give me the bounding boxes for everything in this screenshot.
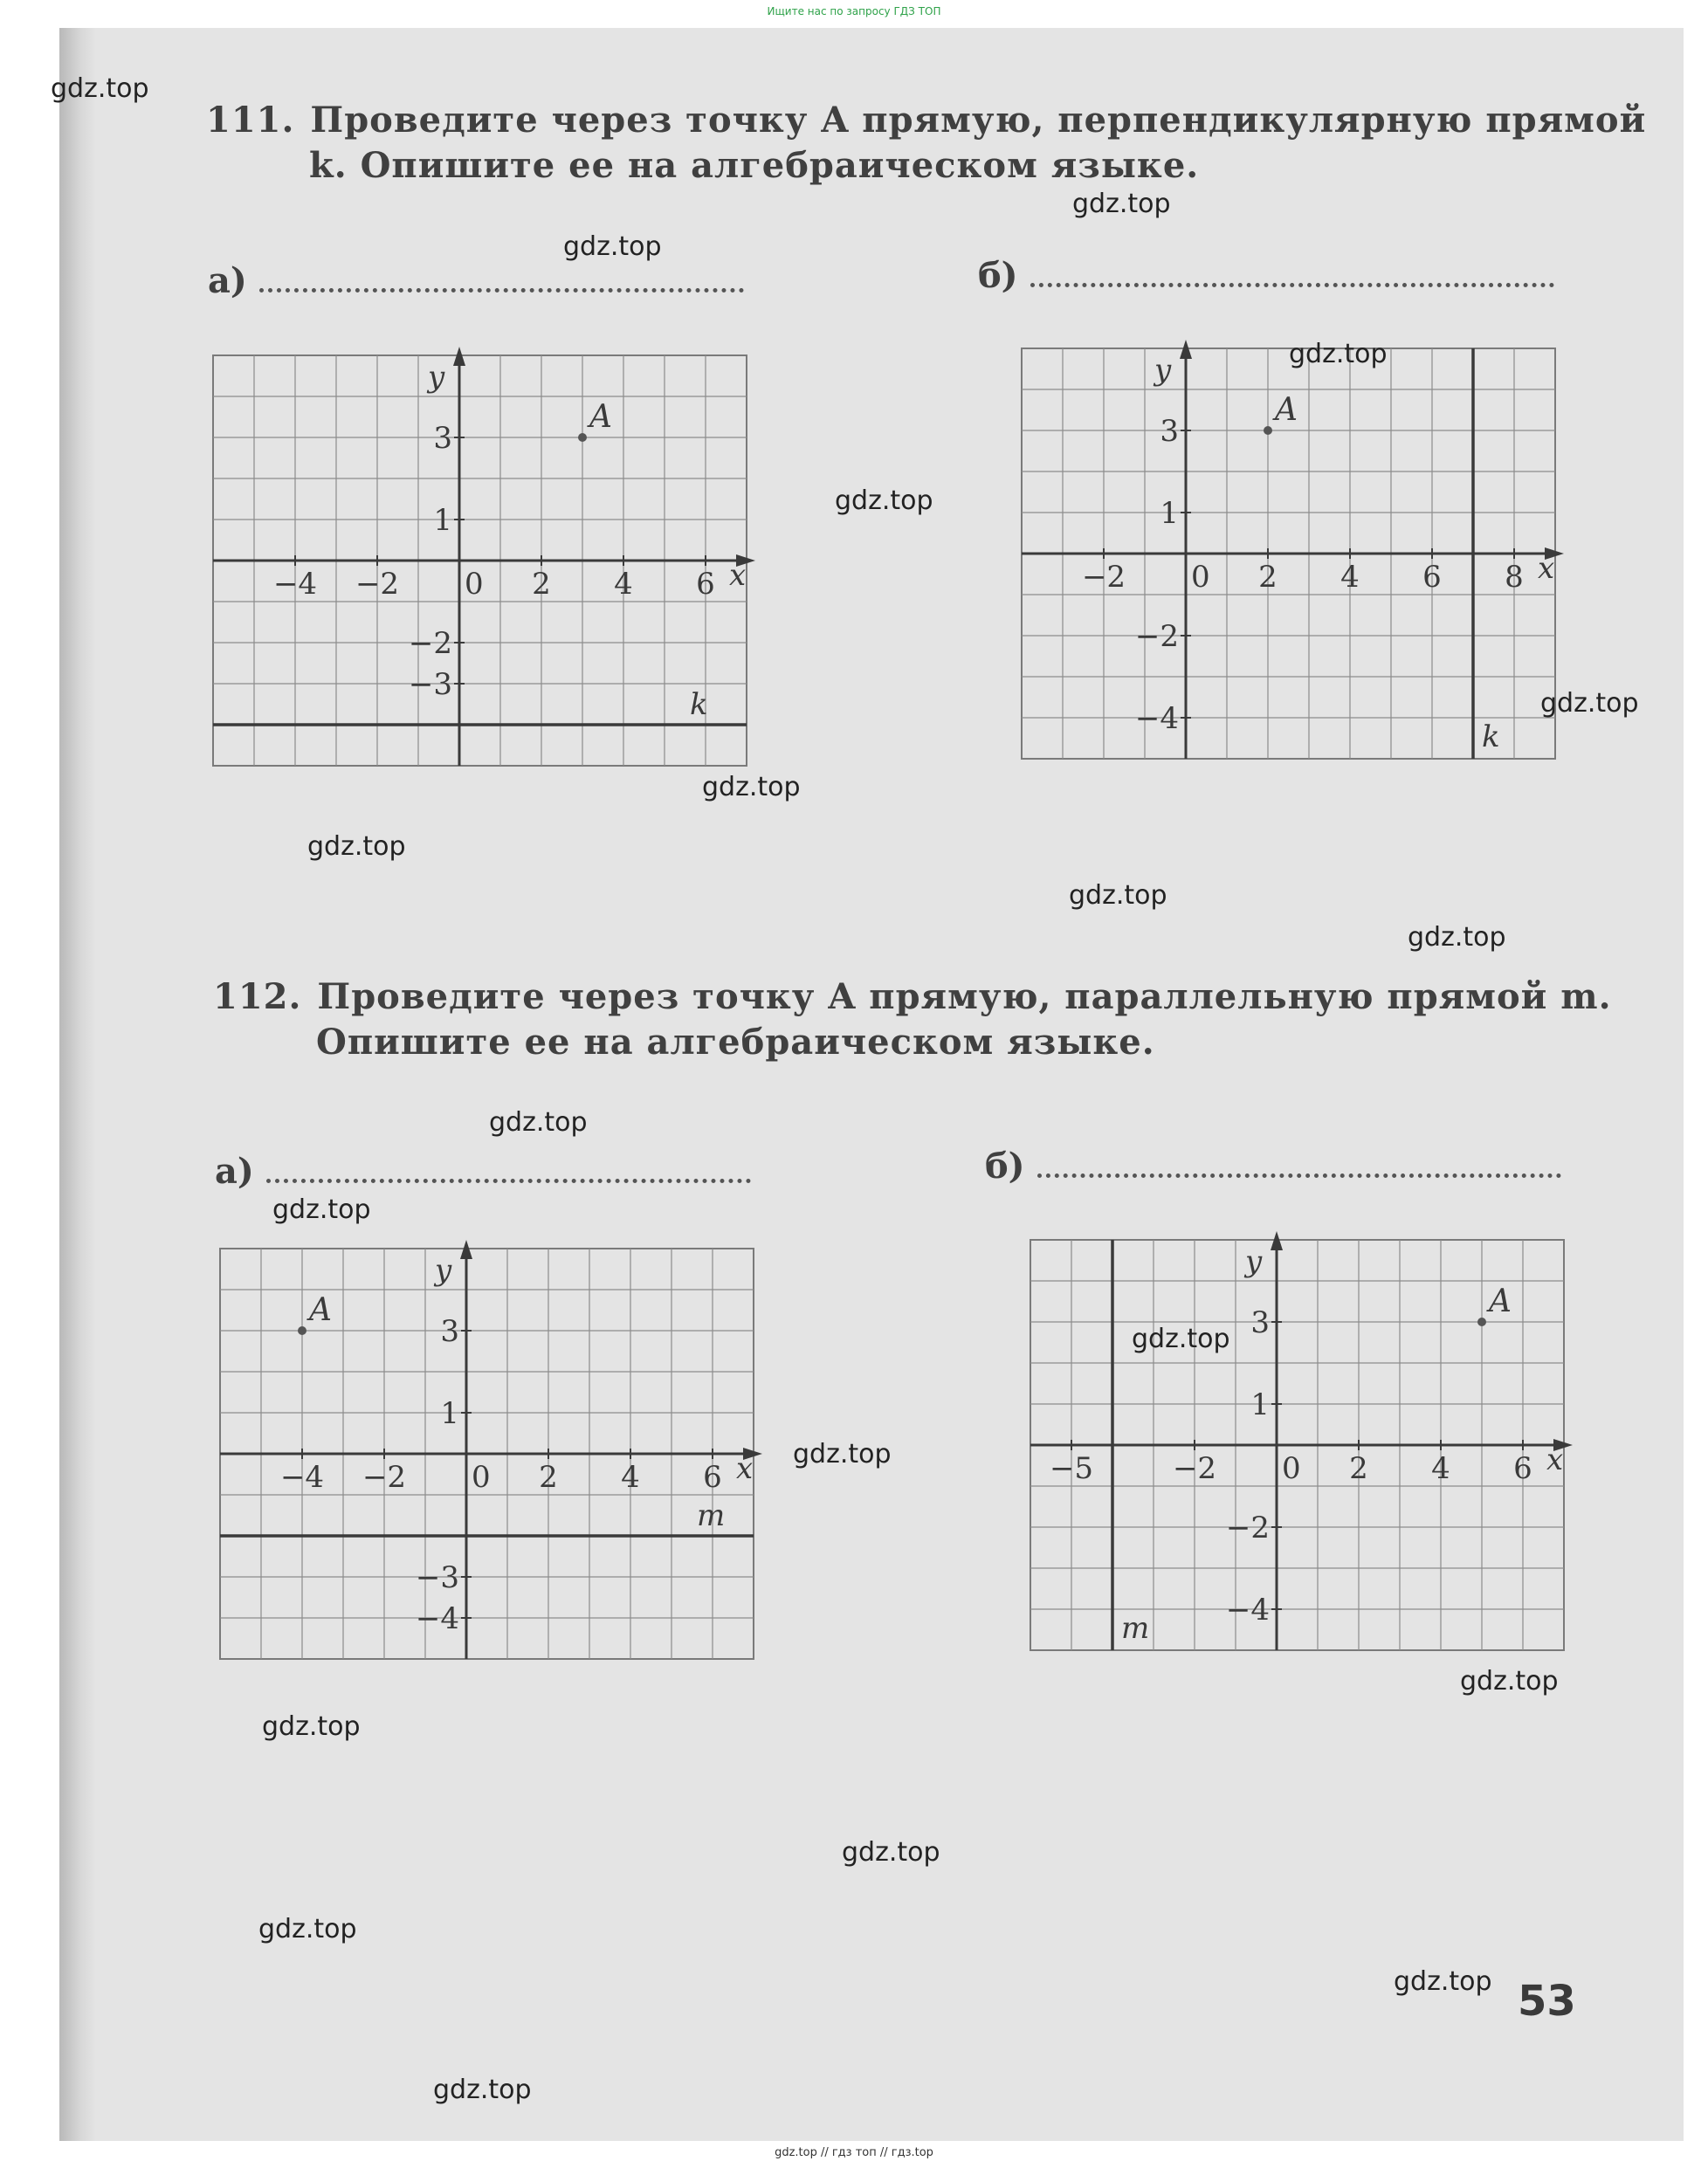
x-tick-label: 4: [621, 1460, 640, 1495]
coordinate-grid-111a: [211, 354, 746, 769]
origin-label: 0: [465, 567, 484, 602]
x-tick-label: 4: [1340, 560, 1360, 595]
x-tick-label: −4: [272, 567, 318, 602]
page-number: 53: [1518, 1977, 1576, 2026]
y-tick-label: −4: [1134, 701, 1179, 736]
watermark: gdz.top: [1132, 1324, 1230, 1354]
reference-line-label: m: [1121, 1611, 1150, 1646]
book-spine: [59, 28, 96, 2141]
y-tick-label: 1: [440, 1396, 459, 1431]
x-tick-label: −4: [279, 1460, 325, 1495]
answer-111b: [978, 255, 1554, 296]
origin-label: 0: [472, 1460, 491, 1495]
answer-112a: [215, 1151, 751, 1192]
point-a-label: A: [1489, 1284, 1512, 1319]
watermark: gdz.top: [1069, 880, 1167, 911]
watermark: gdz.top: [842, 1837, 940, 1868]
watermark: gdz.top: [702, 772, 801, 802]
answer-line[interactable]: [259, 288, 744, 293]
x-tick-label: 2: [1258, 560, 1278, 595]
y-tick-label: 1: [433, 503, 452, 538]
task-112: [213, 974, 1612, 1065]
watermark: gdz.top: [262, 1711, 361, 1742]
y-tick-label: 3: [433, 421, 452, 456]
y-tick-label: −4: [1225, 1593, 1270, 1628]
y-tick-label: −2: [1134, 619, 1179, 654]
watermark: gdz.top: [1408, 922, 1506, 953]
point-a: [1477, 1318, 1486, 1326]
point-a-label: A: [309, 1292, 332, 1328]
x-tick-label: −2: [1172, 1451, 1217, 1486]
task-111: [206, 98, 1646, 189]
point-a: [298, 1326, 306, 1335]
watermark: gdz.top: [489, 1107, 588, 1138]
y-tick-label: −2: [408, 626, 452, 661]
answer-111a: [208, 260, 744, 301]
answer-label: б): [978, 255, 1018, 296]
y-tick-label: 3: [1160, 414, 1179, 449]
y-tick-label: −3: [408, 667, 452, 702]
x-axis-label: x: [729, 558, 747, 593]
scan-background: [77, 28, 1684, 2141]
task-text-line2: Опишите ее на алгебраическом языке.: [316, 1022, 1155, 1063]
task-number: 111.: [206, 100, 295, 141]
reference-line-label: m: [697, 1498, 726, 1533]
y-axis-label: y: [435, 1253, 452, 1288]
reference-line-label: k: [690, 687, 708, 722]
x-tick-label: 6: [696, 567, 715, 602]
x-axis-label: x: [736, 1451, 754, 1486]
point-a-label: A: [589, 399, 612, 435]
watermark: gdz.top: [51, 73, 149, 104]
task-number: 112.: [213, 976, 302, 1017]
origin-label: 0: [1191, 560, 1210, 595]
watermark: gdz.top: [1540, 688, 1639, 719]
y-tick-label: −3: [415, 1560, 459, 1595]
x-axis-label: x: [1546, 1442, 1564, 1477]
y-tick-label: −4: [415, 1601, 459, 1636]
watermark: gdz.top: [1289, 339, 1388, 369]
y-tick-label: 3: [440, 1314, 459, 1349]
origin-label: 0: [1282, 1451, 1301, 1486]
x-tick-label: 2: [539, 1460, 558, 1495]
x-tick-label: 6: [703, 1460, 722, 1495]
watermark: gdz.top: [1072, 189, 1171, 219]
watermark: gdz.top: [793, 1439, 892, 1469]
y-tick-label: −2: [1225, 1511, 1270, 1545]
point-a: [578, 433, 587, 442]
coordinate-grid-112a: [218, 1247, 753, 1662]
task-text-line1: Проведите через точку A прямую, параллельную прямой m.: [317, 976, 1612, 1017]
x-tick-label: 6: [1513, 1451, 1532, 1486]
answer-label: а): [215, 1151, 254, 1192]
task-text-line2: k. Опишите ее на алгебраическом языке.: [309, 145, 1200, 186]
x-tick-label: 8: [1505, 560, 1524, 595]
watermark: gdz.top: [433, 2075, 532, 2105]
y-tick-label: 1: [1250, 1387, 1270, 1422]
answer-line[interactable]: [266, 1179, 751, 1183]
watermark: gdz.top: [835, 485, 933, 516]
bottom-banner[interactable]: gdz.top // гдз топ // гдз.top: [775, 2146, 933, 2159]
watermark: gdz.top: [1460, 1666, 1559, 1697]
coordinate-grid-111b: [1020, 347, 1554, 762]
y-axis-label: y: [1154, 353, 1172, 388]
x-tick-label: −5: [1049, 1451, 1094, 1486]
y-axis-label: y: [428, 360, 445, 395]
watermark: gdz.top: [272, 1194, 371, 1225]
top-banner[interactable]: Ищите нас по запросу ГДЗ ТОП: [767, 5, 941, 17]
y-tick-label: 3: [1250, 1305, 1270, 1340]
watermark: gdz.top: [307, 831, 406, 862]
watermark: gdz.top: [1394, 1966, 1492, 1997]
x-tick-label: 6: [1422, 560, 1442, 595]
answer-line[interactable]: [1037, 1173, 1561, 1178]
watermark: gdz.top: [258, 1914, 357, 1944]
x-tick-label: −2: [362, 1460, 407, 1495]
x-tick-label: 2: [532, 567, 551, 602]
y-tick-label: 1: [1160, 496, 1179, 531]
x-tick-label: −2: [355, 567, 400, 602]
reference-line-label: k: [1482, 719, 1500, 754]
x-axis-label: x: [1538, 551, 1555, 586]
x-tick-label: −2: [1081, 560, 1126, 595]
answer-112b: [985, 1146, 1561, 1187]
answer-line[interactable]: [1030, 283, 1554, 287]
y-axis-label: y: [1245, 1244, 1263, 1279]
watermark: gdz.top: [563, 231, 662, 262]
task-text-line1: Проведите через точку A прямую, перпендикулярную прямой: [310, 100, 1647, 141]
x-tick-label: 4: [1431, 1451, 1450, 1486]
coordinate-grid-112b: [1029, 1238, 1563, 1654]
point-a-label: A: [1275, 392, 1298, 428]
x-tick-label: 4: [614, 567, 633, 602]
answer-label: а): [208, 260, 247, 301]
x-tick-label: 2: [1349, 1451, 1368, 1486]
answer-label: б): [985, 1146, 1025, 1187]
point-a: [1264, 426, 1272, 435]
